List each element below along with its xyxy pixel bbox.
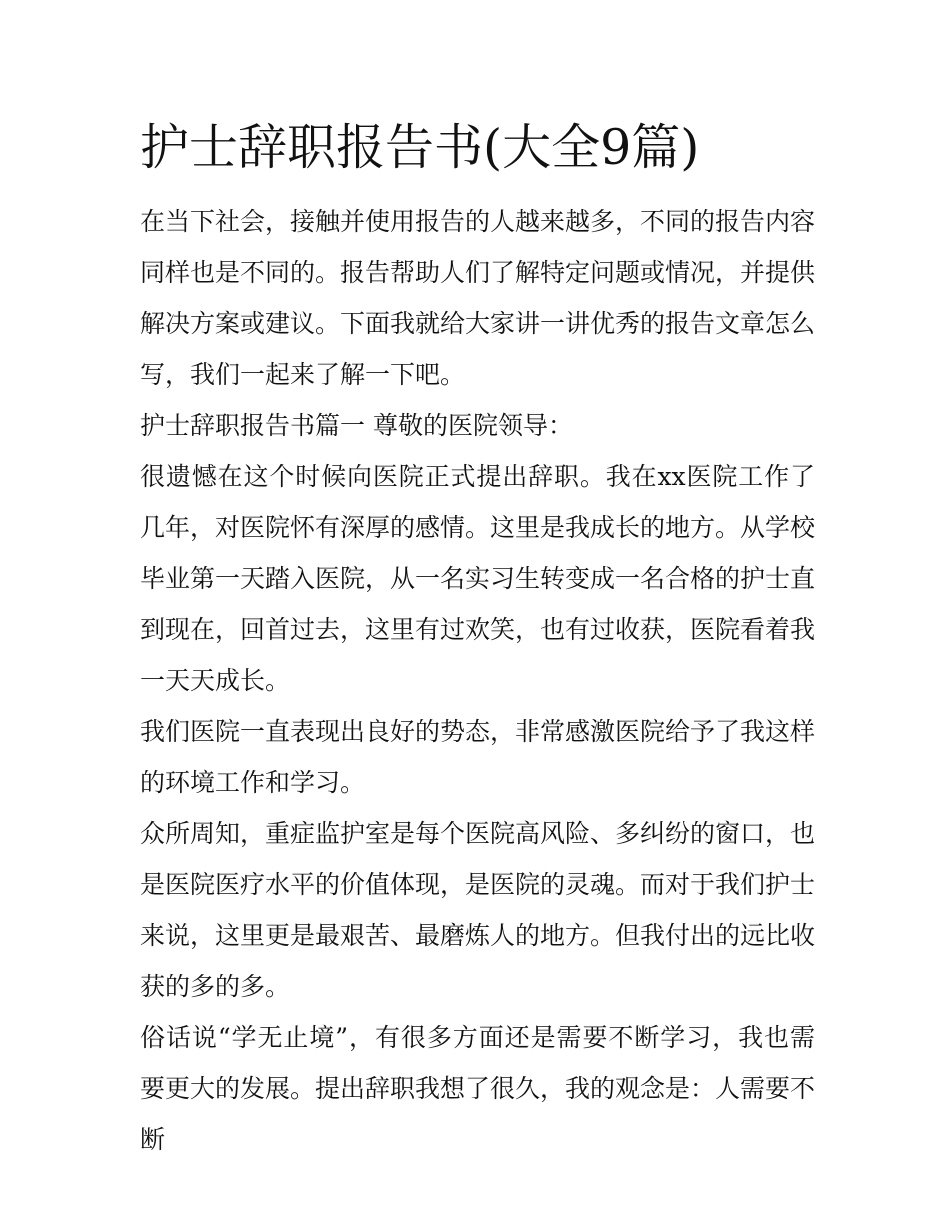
document-title: 护士辞职报告书(大全9篇) (140, 119, 700, 176)
paragraph-body-3: 众所周知，重症监护室是每个医院高风险、多纠纷的窗口，也是医院医疗水平的价值体现，是医院的灵魂。而对于我们护士来说，这里更是最艰苦、最磨炼人的地方。但我付出的远比收获的多的多。 (140, 819, 816, 1001)
paragraph-body-2: 我们医院一直表现出良好的势态，非常感激医院给予了我这样的环境工作和学习。 (140, 717, 816, 797)
document-body (140, 196, 815, 1165)
paragraph-salutation: 护士辞职报告书篇一 尊敬的医院领导： (140, 411, 573, 440)
paragraph-intro: 在当下社会，接触并使用报告的人越来越多，不同的报告内容同样也是不同的。报告帮助人们了解特定问题或情况，并提供解决方案或建议。下面我就给大家讲一讲优秀的报告文章怎么写，我们一起来了解一下吧。 (140, 207, 816, 389)
paragraph-body-4: 俗话说“学无止境”，有很多方面还是需要不断学习，我也需要更大的发展。提出辞职我想了很久，我的观念是：人需要不断 (140, 1023, 816, 1154)
paragraph-body-1: 很遗憾在这个时候向医院正式提出辞职。我在xx医院工作了几年，对医院怀有深厚的感情。这里是我成长的地方。从学校毕业第一天踏入医院，从一名实习生转变成一名合格的护士直到现在，回首过去，这里有过欢笑，也有过收获，医院看着我一天天成长。 (140, 462, 816, 695)
